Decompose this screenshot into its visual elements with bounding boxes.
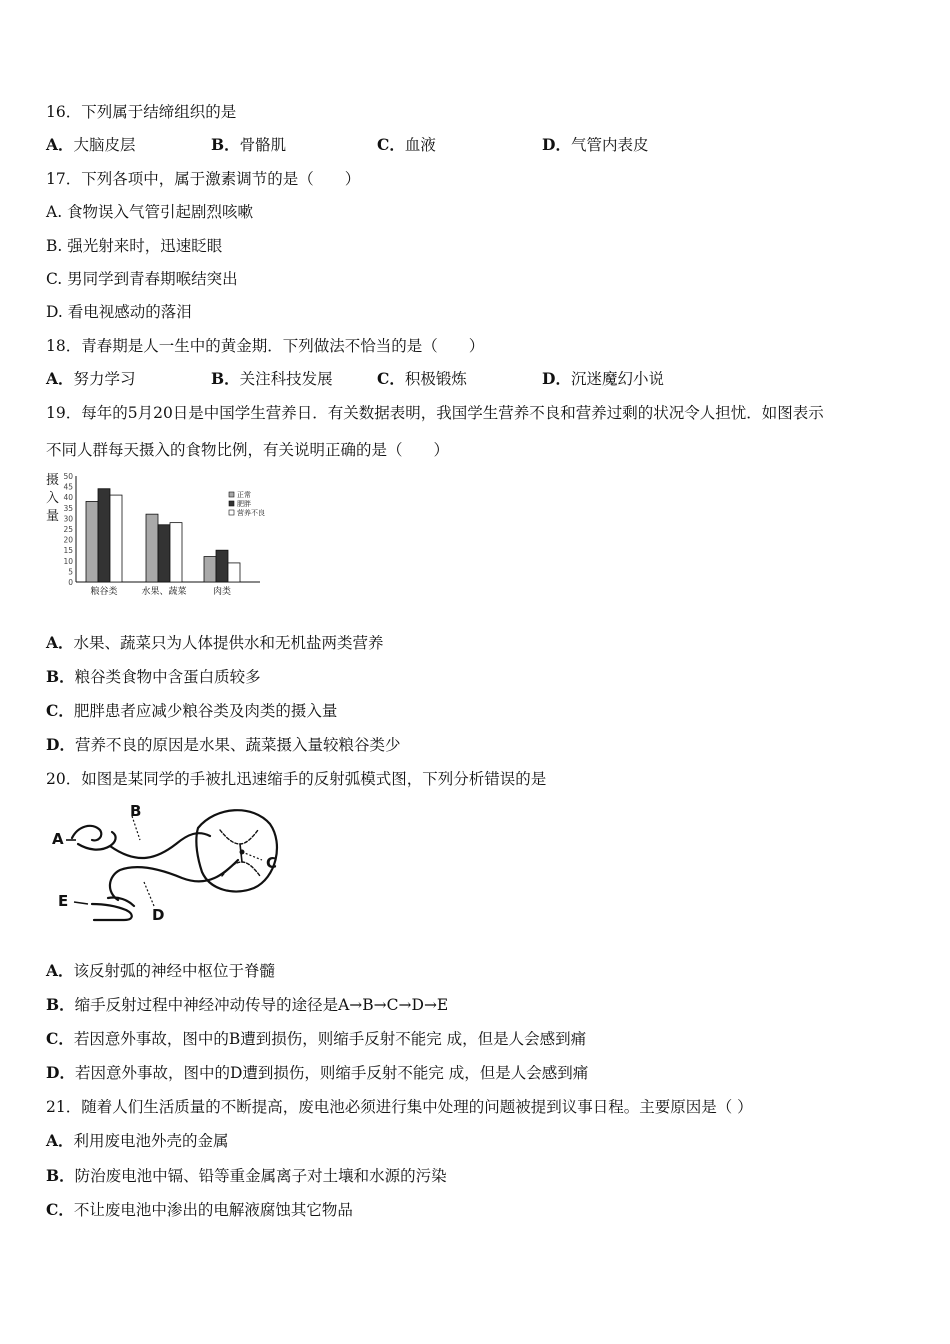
q20-option-c-letter: C． — [46, 1029, 74, 1048]
chart-ylabel-char: 摄 — [46, 473, 60, 488]
q21-stem: 21．随着人们生活质量的不断提高，废电池必须进行集中处理的问题被提到议事日程。主要原因是（ ） — [46, 1098, 753, 1116]
q18-option-a — [46, 369, 136, 389]
chart-bars — [86, 489, 240, 582]
q19-option-a — [46, 633, 384, 653]
q16-option-b — [211, 135, 286, 155]
q19-option-c-text: 肥胖患者应减少粮谷类及肉类的摄入量 — [73, 702, 338, 720]
q20-option-d-text: 若因意外事故，图中的D遭到损伤，则缩手反射不能完 成，但是人会感到痛 — [74, 1064, 589, 1082]
q16-option-a-letter: A． — [46, 135, 74, 154]
chart-bar — [204, 557, 216, 582]
q18-option-a-text: 努力学习 — [73, 370, 136, 388]
chart-ytick-label: 10 — [63, 556, 73, 566]
q18-option-c-text: 积极锻炼 — [404, 370, 467, 388]
q21-option-c — [46, 1200, 353, 1220]
chart-bar — [216, 550, 228, 582]
q20-option-c-text: 若因意外事故，图中的B遭到损伤，则缩手反射不能完 成，但是人会感到痛 — [73, 1030, 587, 1048]
chart-x-ticks — [90, 585, 231, 597]
q19-stem-line1: 19．每年的5月20日是中国学生营养日．有关数据表明，我国学生营养不良和营养过剩的状况令人担忧．如图表示 — [46, 404, 824, 422]
q18-option-b-text: 关注科技发展 — [239, 370, 333, 388]
q18-option-a-letter: A． — [46, 369, 74, 388]
q18-stem: 18．青春期是人一生中的黄金期．下列做法不恰当的是（ ） — [46, 337, 485, 355]
chart-bar — [146, 514, 158, 582]
q19-option-d — [46, 735, 400, 755]
effector-muscle-inner — [108, 897, 134, 906]
q21-option-c-text: 不让废电池中渗出的电解液腐蚀其它物品 — [73, 1201, 353, 1219]
q20-option-b-text: 缩手反射过程中神经冲动传导的途径是A→B→C→D→E — [74, 996, 449, 1014]
efferent-nerve — [110, 860, 238, 900]
q19-option-b-letter: B． — [46, 667, 75, 686]
q19-option-c — [46, 701, 337, 721]
receptor-skin — [72, 826, 101, 841]
chart-ytick-label: 35 — [63, 503, 73, 513]
food-intake-bar-chart — [40, 470, 290, 600]
q16-option-d — [542, 135, 648, 155]
chart-ytick-label: 25 — [63, 525, 73, 534]
chart-ytick-label: 40 — [63, 493, 73, 503]
chart-bar — [98, 489, 110, 582]
q17-option-c: C. 男同学到青春期喉结突出 — [46, 270, 238, 288]
q17-option-b: B. 强光射来时，迅速眨眼 — [46, 237, 223, 255]
leader-d — [144, 882, 154, 906]
chart-ytick-label: 30 — [63, 514, 73, 524]
q19-stem-line2: 不同人群每天摄入的食物比例，有关说明正确的是（ ） — [46, 441, 450, 459]
q20-option-b-letter: B． — [46, 995, 75, 1014]
label-c: C — [266, 854, 278, 872]
chart-legend-swatch — [229, 501, 234, 506]
chart-ytick-label: 50 — [63, 472, 73, 481]
q21-option-a-text: 利用废电池外壳的金属 — [73, 1132, 229, 1150]
q17-option-d: D. 看电视感动的落泪 — [46, 303, 192, 321]
q21-option-b-text: 防治废电池中镉、铅等重金属离子对土壤和水源的污染 — [74, 1167, 447, 1185]
chart-bar — [110, 495, 122, 582]
q21-option-b-letter: B． — [46, 1166, 75, 1185]
q21-option-b — [46, 1166, 447, 1186]
q16-option-a — [46, 135, 136, 155]
label-b: B — [130, 802, 142, 820]
chart-bar — [86, 501, 98, 582]
q21-option-a-letter: A． — [46, 1131, 74, 1150]
chart-y-ticks — [63, 472, 73, 587]
q20-stem: 20．如图是某同学的手被扎迅速缩手的反射弧模式图，下列分析错误的是 — [46, 770, 547, 788]
q19-option-a-letter: A． — [46, 633, 74, 652]
chart-legend-swatch — [229, 492, 234, 497]
chart-bar — [228, 563, 240, 582]
chart-legend-label: 肥胖 — [237, 500, 251, 508]
q18-option-c-letter: C． — [377, 369, 405, 388]
q18-option-d-text: 沉迷魔幻小说 — [570, 370, 664, 388]
q19-option-c-letter: C． — [46, 701, 74, 720]
q16-option-c — [377, 135, 436, 155]
q16-option-d-letter: D． — [542, 135, 571, 154]
reflex-arc-diagram — [48, 800, 288, 930]
chart-ylabel-char: 入 — [46, 491, 60, 506]
q17-stem: 17．下列各项中，属于激素调节的是（ ） — [46, 170, 361, 188]
q19-option-a-text: 水果、蔬菜只为人体提供水和无机盐两类营养 — [73, 634, 384, 652]
q16-option-c-text: 血液 — [404, 136, 436, 154]
q20-option-d — [46, 1063, 588, 1083]
q20-option-d-letter: D． — [46, 1063, 75, 1082]
q16-option-c-letter: C． — [377, 135, 405, 154]
arrow-e — [74, 902, 88, 904]
chart-ytick-label: 0 — [68, 578, 73, 587]
chart-ytick-label: 5 — [68, 567, 73, 577]
q19-option-d-text: 营养不良的原因是水果、蔬菜摄入量较粮谷类少 — [74, 736, 401, 754]
label-a: A — [52, 830, 64, 848]
q18-option-c — [377, 369, 467, 389]
q16-option-b-letter: B． — [211, 135, 240, 154]
q19-option-b-text: 粮谷类食物中含蛋白质较多 — [74, 668, 261, 686]
q20-option-a-letter: A． — [46, 961, 74, 980]
q18-option-d — [542, 369, 664, 389]
afferent-nerve — [110, 833, 210, 858]
chart-xtick-label: 肉类 — [212, 587, 232, 597]
chart-bar — [170, 523, 182, 582]
q16-option-d-text: 气管内表皮 — [570, 136, 649, 154]
q18-option-b-letter: B． — [211, 369, 240, 388]
q21-option-c-letter: C． — [46, 1200, 74, 1219]
q20-option-c — [46, 1029, 586, 1049]
q21-option-a — [46, 1131, 229, 1151]
chart-ytick-label: 15 — [63, 546, 73, 556]
q19-option-d-letter: D． — [46, 735, 75, 754]
chart-legend-swatch — [229, 510, 234, 515]
chart-ytick-label: 20 — [63, 535, 73, 545]
chart-y-axis-label — [46, 472, 59, 524]
q16-option-b-text: 骨骼肌 — [239, 136, 287, 154]
synapse-dot — [240, 850, 245, 855]
label-e: E — [58, 892, 69, 910]
label-d: D — [152, 906, 165, 924]
chart-ylabel-char: 量 — [46, 509, 60, 524]
q18-option-b — [211, 369, 333, 389]
q18-option-d-letter: D． — [542, 369, 571, 388]
chart-bar — [158, 525, 170, 582]
q16-stem: 16．下列属于结缔组织的是 — [46, 103, 237, 121]
q16-option-a-text: 大脑皮层 — [73, 136, 136, 154]
q19-option-b — [46, 667, 261, 687]
q20-option-a-text: 该反射弧的神经中枢位于脊髓 — [73, 962, 276, 980]
leader-c — [242, 852, 262, 860]
effector-muscle — [92, 904, 132, 920]
chart-xtick-label: 粮谷类 — [90, 587, 118, 597]
q20-option-b — [46, 995, 448, 1015]
chart-legend — [229, 490, 265, 517]
chart-xtick-label: 水果、蔬菜 — [141, 587, 187, 597]
q17-option-a: A. 食物误入气管引起剧烈咳嗽 — [46, 203, 254, 221]
chart-legend-label: 营养不良 — [237, 509, 265, 517]
q20-option-a — [46, 961, 275, 981]
chart-ytick-label: 45 — [63, 482, 73, 492]
chart-legend-label: 正常 — [237, 491, 251, 499]
